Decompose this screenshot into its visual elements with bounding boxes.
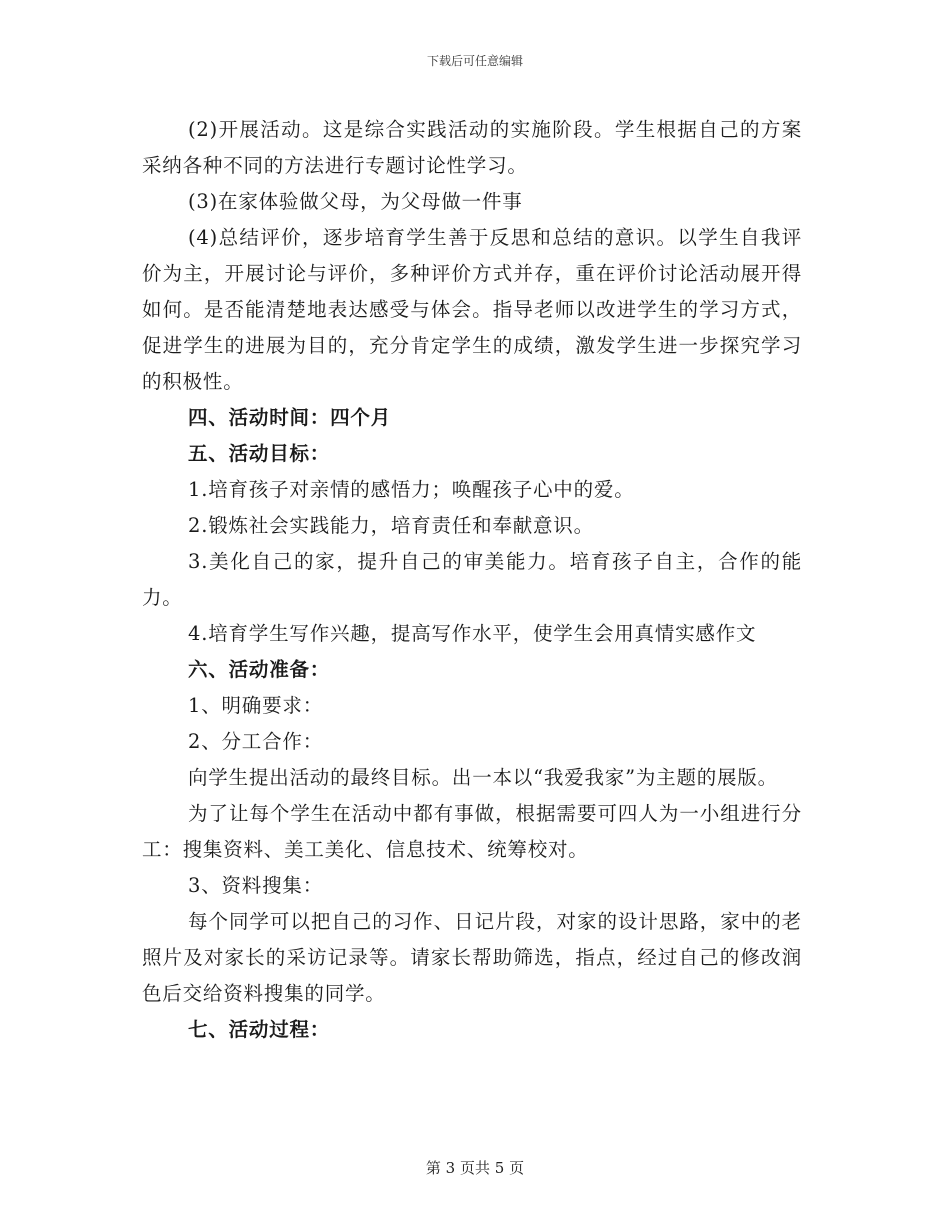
paragraph-experience-parents: (3)在家体验做父母，为父母做一件事 [188,190,523,213]
heading-activity-preparation: 六、活动准备： [188,658,331,681]
heading-activity-time: 四、活动时间：四个月 [188,406,392,429]
goal-item-4: 4.培育学生写作兴趣，提高写作水平，使学生会用真情实感作文 [188,622,757,645]
prep-item-materials: 3、资料搜集： [188,874,324,897]
page-footer: 第 3 页共 5 页 [425,1159,525,1177]
document-body [142,112,802,1048]
paragraph-summary-evaluation: (4)总结评价，逐步培育学生善于反思和总结的意识。以学生自我评价为主，开展讨论与评价，多种评价方式并存，重在评价讨论活动展开得如何。是否能清楚地表达感受与体会。指导老师以改进学生的学习方式，促进学生的进展为目的，充分肯定学生的成绩，激发学生进一步探究学习的积极性。 [142,226,802,393]
paragraph-group-division: 为了让每个学生在活动中都有事做，根据需要可四人为一小组进行分工：搜集资料、美工美化、信息技术、统筹校对。 [142,802,802,861]
goal-item-1: 1.培育孩子对亲情的感悟力；唤醒孩子心中的爱。 [188,478,635,501]
paragraph-final-goal: 向学生提出活动的最终目标。出一本以“我爱我家”为主题的展版。 [188,766,778,789]
page-header: 下载后可任意编辑 [426,54,523,68]
paragraph-conduct-activity: (2)开展活动。这是综合实践活动的实施阶段。学生根据自己的方案采纳各种不同的方法进行专题讨论性学习。 [142,118,802,177]
goal-item-3: 3.美化自己的家，提升自己的审美能力。培育孩子自主，合作的能力。 [142,550,802,609]
paragraph-materials-detail: 每个同学可以把自己的习作、日记片段，对家的设计思路，家中的老照片及对家长的采访记录等。请家长帮助筛选，指点，经过自己的修改润色后交给资料搜集的同学。 [142,910,802,1005]
heading-activity-goals: 五、活动目标： [188,442,331,465]
prep-item-division: 2、分工合作： [188,730,324,753]
goal-item-2: 2.锻炼社会实践能力，培育责任和奉献意识。 [188,514,594,537]
heading-activity-process: 七、活动过程： [188,1018,331,1041]
prep-item-requirements: 1、明确要求： [188,694,324,717]
